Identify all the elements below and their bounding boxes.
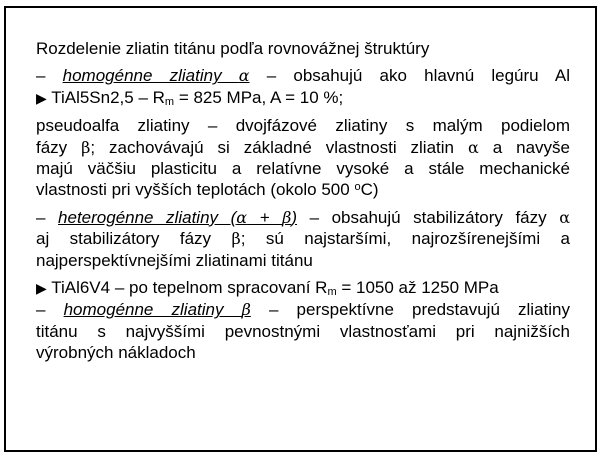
beta-symbol: β (241, 300, 251, 320)
triangle-bullet-icon: ▶ (36, 280, 47, 297)
beta-line-2: titánu s najvyššími pevnostnými vlastnosťami pri najnižších (36, 321, 570, 341)
pseudoalpha-line-4: vlastnosti pri vyšších teplotách (okolo 500 $^o$C) (36, 180, 379, 200)
alpha-description: – obsahujú ako hlavnú legúru Al (266, 66, 570, 86)
alpha-term: homogénne zliatiny α (62, 66, 250, 86)
pseudoalpha-line-3: majú väčšiu plasticitu a relatívne vysoké a stále mechanické (36, 159, 570, 179)
beta-item: – homogénne zliatiny β – perspektívne predstavujú zliatiny (36, 300, 570, 320)
alpha-item: – homogénne zliatiny α – obsahujú ako hlavnú legúru Al (36, 66, 570, 86)
heading: Rozdelenie zliatin titánu podľa rovnovážnej štruktúry (36, 39, 430, 58)
pseudoalpha-line-2: fázy β; zachovávajú si základné vlastnosti zliatin α a navyše (36, 137, 570, 157)
alpha-symbol: α (559, 207, 571, 227)
example-2: ▶ TiAl6V4 – po tepelnom spracovaní $R_m = 1050$ až 1250 MPa (36, 278, 499, 299)
alpha-symbol: α (238, 66, 250, 86)
hetero-line-3: najperspektívnejšími zliatinami titánu (36, 250, 313, 270)
pseudoalpha-line-1: pseudoalfa zliatiny – dvojfázové zliatiny s malým podielom (36, 116, 570, 136)
beta-symbol: β (81, 137, 91, 157)
hetero-line-2: aj stabilizátory fázy β; sú najstaršími, najrozšírenejšími a (36, 229, 570, 249)
document-body (36, 38, 570, 364)
alpha-symbol: α (467, 137, 479, 157)
example-1: ▶ TiAl5Sn2,5 – $R_m = 825$ MPa, A = 10 %; (36, 87, 344, 108)
hetero-item: – heterogénne zliatiny (α + β) – obsahujú stabilizátory fázy α (36, 207, 571, 227)
hetero-term: heterogénne zliatiny (α + β) (58, 207, 298, 227)
beta-line-3: výrobných nákladoch (36, 343, 196, 363)
beta-symbol: β (231, 229, 241, 249)
triangle-bullet-icon: ▶ (36, 89, 47, 106)
beta-term: homogénne zliatiny β (63, 300, 251, 320)
